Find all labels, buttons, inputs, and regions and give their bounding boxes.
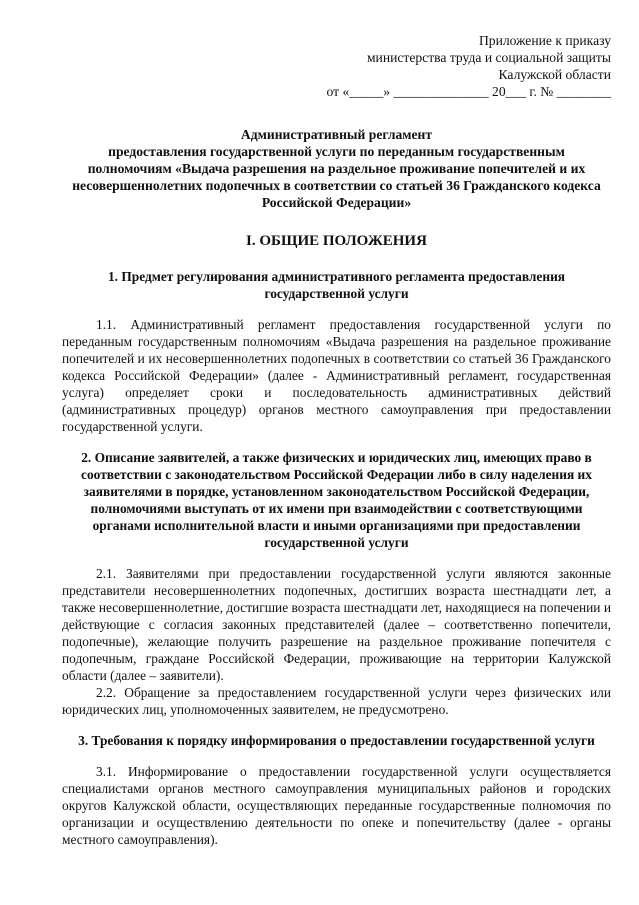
approval-line-3: Калужской области xyxy=(498,67,611,82)
approval-line-1: Приложение к приказу xyxy=(478,33,611,48)
subsection-3-heading: 3. Требования к порядку информирования о предоставлении государственной услуги xyxy=(78,733,595,748)
paragraph-2-1: 2.1. Заявителями при предоставлении государственной услуги являются законные представители несовершеннолетних подопечных, достигших возраста шестнадцати лет, а также несовершеннолетние, достигшие возраста шестнадцати лет, находящиеся на попечении и действующие с согласия законных представителей (далее – соответственно попечители, подопечные), желающие получить разрешение на раздельное проживание попечителя с подопечным, граждане Российской Федерации, проживающие на территории Калужской области (далее – заявители). xyxy=(62,566,611,683)
title-line-1: Административный регламент xyxy=(240,127,433,142)
subsection-2-heading: 2. Описание заявителей, а также физических и юридических лиц, имеющих право в соответствии с законодательством Российской Федерации либо в силу наделения их заявителями в порядке, установленном законодательством Российской Федерации, полномочиями выступать от их имени при взаимодействии с соответствующими органами исполнительной власти и иными организациями при предоставлении государственной услуги xyxy=(81,450,592,550)
title-line-2: предоставления государственной услуги по переданным государственным xyxy=(108,144,565,159)
approval-line-4: от «_____» ______________ 20___ г. № ________ xyxy=(326,84,611,99)
approval-block xyxy=(211,32,611,100)
title-line-3: полномочиям «Выдача разрешения на раздельное проживание попечителей и их xyxy=(87,161,586,176)
paragraph-1-1: 1.1. Административный регламент предоставления государственной услуги по переданным государственным полномочиям «Выдача разрешения на раздельное проживание попечителей и их несовершеннолетних подопечных в соответствии со статьей 36 Гражданского кодекса Российской Федерации» (далее - Административный регламент, государственная услуга) определяет сроки и последовательность административных действий (административных процедур) органов местного самоуправления при предоставлении государственной услуги. xyxy=(62,317,611,434)
paragraph-2-2: 2.2. Обращение за предоставлением государственной услуги через физических или юридических лиц, уполномоченных заявителем, не предусмотрено. xyxy=(62,685,611,717)
title-line-5: Российской Федерации» xyxy=(261,195,412,210)
document-title xyxy=(62,126,611,211)
section-heading: I. ОБЩИЕ ПОЛОЖЕНИЯ xyxy=(246,233,427,249)
subsection-1-heading: 1. Предмет регулирования административного регламента предоставления государственной услуги xyxy=(107,269,566,301)
title-line-4: несовершеннолетних подопечных в соответствии со статьей 36 Гражданского кодекса xyxy=(72,178,601,193)
approval-line-2: министерства труда и социальной защиты xyxy=(366,50,611,65)
paragraph-3-1: 3.1. Информирование о предоставлении государственной услуги осуществляется специалистами органов местного самоуправления муниципальных районов и городских округов Калужской области, осуществляющих переданные государственные полномочия по организации и осуществлению деятельности по опеке и попечительству (далее - органы местного самоуправления). xyxy=(62,764,611,847)
